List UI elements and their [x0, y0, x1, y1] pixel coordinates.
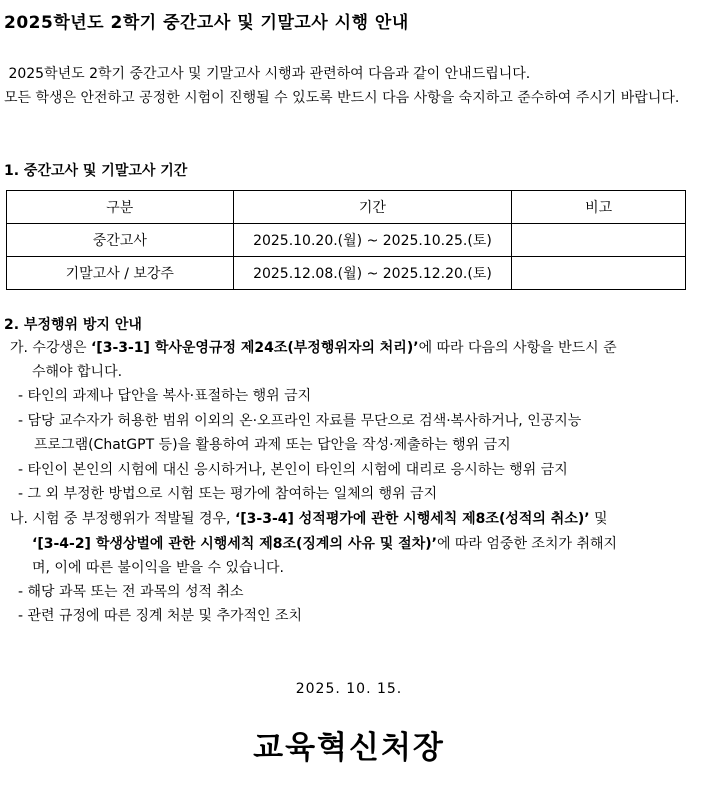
header-note: 비고 [512, 191, 686, 224]
cell-type: 기말고사 / 보강주 [7, 257, 234, 290]
list-item-continued: 프로그램(ChatGPT 등)을 활용하여 과제 또는 답안을 작성·제출하는 행위 금지 [34, 437, 511, 453]
document-date: 2025. 10. 15. [295, 681, 403, 697]
rule-b-reference-1: ‘[3-3-4] 성적평가에 관한 시행세칙 제8조(성적의 취소)’ [234, 511, 590, 527]
rule-a-continued: 수해야 합니다. [32, 364, 123, 380]
cell-note [512, 257, 686, 290]
rule-b-line-2 [32, 533, 617, 555]
rule-b-post: 에 따라 엄중한 조치가 취해지 [436, 536, 618, 552]
table-row [7, 224, 686, 257]
cell-note [512, 224, 686, 257]
cell-period: 2025.12.08.(월) ~ 2025.12.20.(토) [233, 257, 512, 290]
list-item: - 그 외 부정한 방법으로 시험 또는 평가에 참여하는 일체의 행위 금지 [18, 486, 438, 502]
exam-period-table [6, 190, 686, 290]
document-title: 2025학년도 2학기 중간고사 및 기말고사 시행 안내 [4, 13, 409, 33]
rule-b-mid: 및 [589, 511, 608, 527]
section1-heading: 1. 중간고사 및 기말고사 기간 [4, 163, 188, 179]
rule-a-post: 에 따라 다음의 사항을 반드시 준 [418, 340, 617, 356]
table-row [7, 257, 686, 290]
intro-line-1: 2025학년도 2학기 중간고사 및 기말고사 시행과 관련하여 다음과 같이 안내드립니다. [4, 66, 531, 82]
list-item: - 타인의 과제나 답안을 복사·표절하는 행위 금지 [18, 388, 312, 404]
table-header-row [7, 191, 686, 224]
rule-a-reference: ‘[3-3-1] 학사운영규정 제24조(부정행위자의 처리)’ [90, 340, 419, 356]
rule-a-line [10, 337, 617, 359]
cell-period: 2025.10.20.(월) ~ 2025.10.25.(토) [233, 224, 512, 257]
header-period: 기간 [233, 191, 512, 224]
intro-line-2: 모든 학생은 안전하고 공정한 시험이 진행될 수 있도록 반드시 다음 사항을 숙지하고 준수하여 주시기 바랍니다. [4, 90, 680, 106]
rule-b-line [10, 508, 608, 530]
rule-b-continued: 며, 이에 따른 불이익을 받을 수 있습니다. [32, 560, 284, 576]
list-item: - 해당 과목 또는 전 과목의 성적 취소 [18, 584, 244, 600]
rule-a-pre: 가. 수강생은 [10, 340, 91, 356]
list-item: - 담당 교수자가 허용한 범위 이외의 온·오프라인 자료를 무단으로 검색·복사하거나, 인공지능 [18, 413, 582, 429]
header-type: 구분 [7, 191, 234, 224]
cell-type: 중간고사 [7, 224, 234, 257]
signature: 교육혁신처장 [253, 730, 445, 766]
intro-paragraph [4, 62, 696, 110]
list-item: - 타인이 본인의 시험에 대신 응시하거나, 본인이 타인의 시험에 대리로 응시하는 행위 금지 [18, 462, 568, 478]
rule-b-reference-2: ‘[3-4-2] 학생상벌에 관한 시행세칙 제8조(징계의 사유 및 절차)’ [32, 536, 437, 552]
section2-heading: 2. 부정행위 방지 안내 [4, 317, 142, 333]
list-item: - 관련 규정에 따른 징계 처분 및 추가적인 조치 [18, 608, 303, 624]
rule-b-pre: 나. 시험 중 부정행위가 적발될 경우, [10, 511, 235, 527]
